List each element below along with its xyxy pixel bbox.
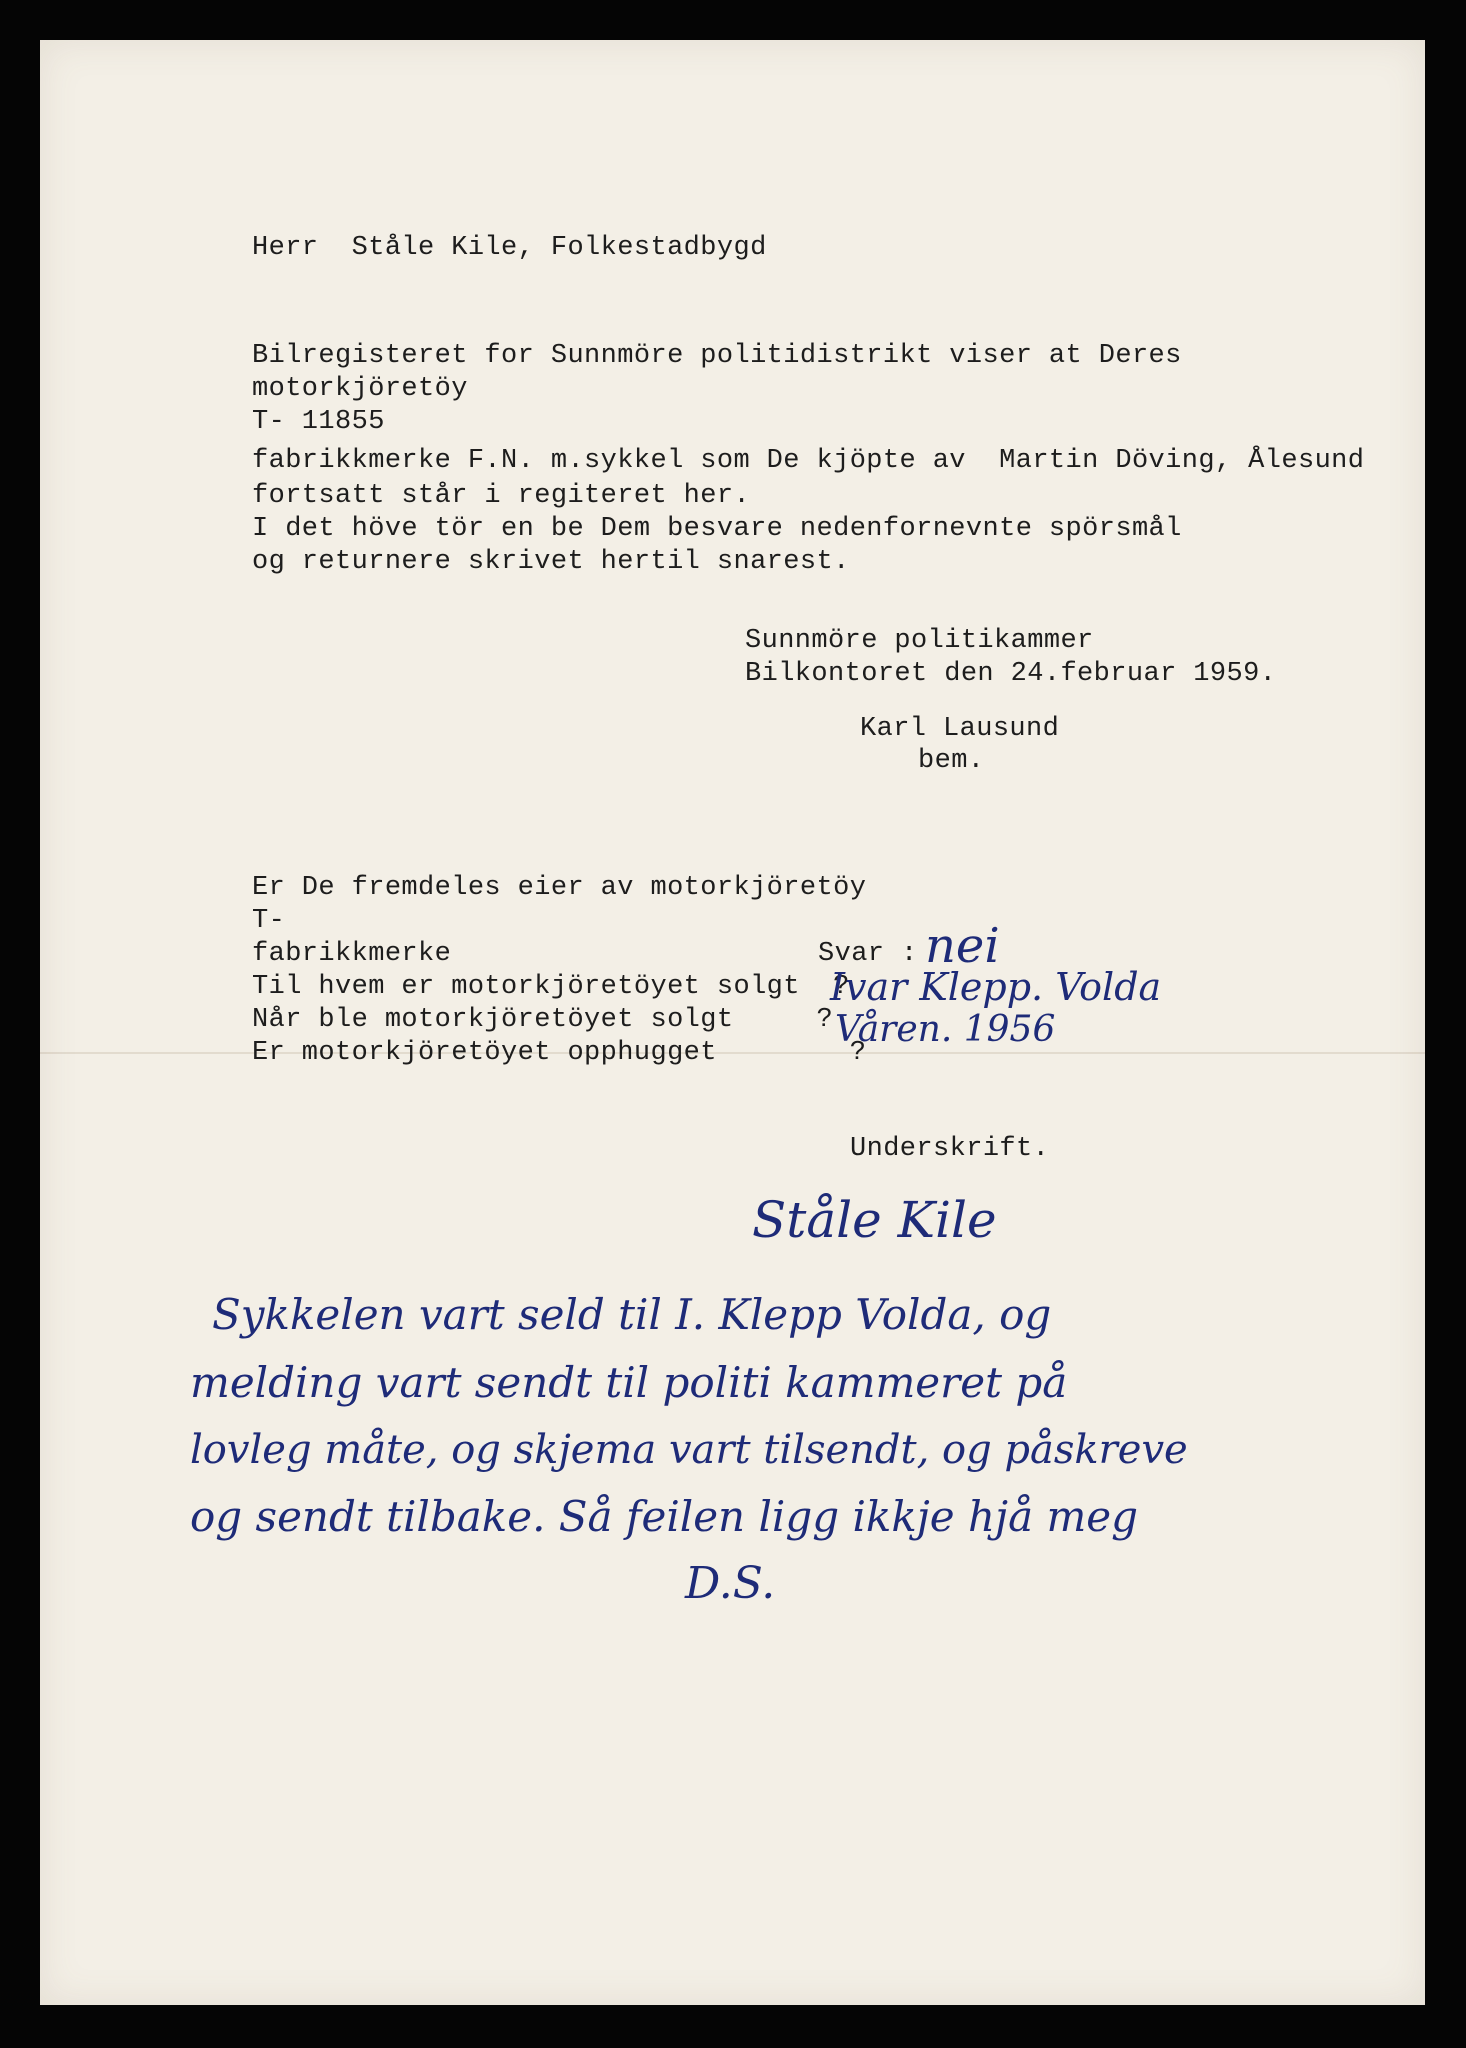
question-sold-to: Til hvem er motorkjöretöyet solgt ? bbox=[252, 972, 850, 1002]
handwritten-note-line-3: lovleg måte, og skjema vart tilsendt, og påskreve bbox=[190, 1427, 1188, 1473]
body-line-1: Bilregisteret for Sunnmöre politidistrikt viser at Deres bbox=[252, 341, 1182, 371]
handwritten-signature: Ståle Kile bbox=[752, 1191, 997, 1249]
recipient-line: Herr Ståle Kile, Folkestadbygd bbox=[252, 233, 767, 263]
handwritten-note-line-2: melding vart sendt til politi kammeret på bbox=[190, 1358, 1068, 1407]
body-line-5: fortsatt står i regiteret her. bbox=[252, 481, 751, 511]
body-line-make: fabrikkmerke F.N. m.sykkel som De kjöpte av Martin Döving, Ålesund bbox=[252, 446, 1365, 476]
handwritten-answer-owner: nei bbox=[925, 918, 1000, 974]
handwritten-note-line-1: Sykkelen vart seld til I. Klepp Volda, og bbox=[212, 1290, 1052, 1339]
registration-number: T- 11855 bbox=[252, 407, 385, 437]
signer-name: Karl Lausund bbox=[860, 714, 1060, 744]
handwritten-note-closing: D.S. bbox=[685, 1558, 776, 1609]
question-sold-when: Når ble motorkjöretöyet solgt ? bbox=[252, 1005, 834, 1035]
letter-sheet bbox=[40, 40, 1425, 2005]
handwritten-answer-sold-to: Ivar Klepp. Volda bbox=[830, 965, 1162, 1009]
handwritten-note-line-4: og sendt tilbake. Så feilen ligg ikkje hjå meg bbox=[190, 1492, 1139, 1541]
body-line-6: I det höve tör en be Dem besvare nedenfornevnte spörsmål bbox=[252, 514, 1182, 544]
question-scrapped: Er motorkjöretöyet opphugget ? bbox=[252, 1038, 867, 1068]
answer-label: Svar : bbox=[818, 939, 918, 969]
handwritten-answer-sold-when: Våren. 1956 bbox=[835, 1009, 1056, 1050]
body-line-2: motorkjöretöy bbox=[252, 374, 468, 404]
date-line: Bilkontoret den 24.februar 1959. bbox=[745, 659, 1277, 689]
signer-title: bem. bbox=[918, 746, 985, 776]
office-name: Sunnmöre politikammer bbox=[745, 626, 1094, 656]
question-registration: T- bbox=[252, 906, 286, 936]
body-line-7: og returnere skrivet hertil snarest. bbox=[252, 547, 850, 577]
question-owner: Er De fremdeles eier av motorkjöretöy bbox=[252, 873, 867, 903]
question-make: fabrikkmerke bbox=[252, 939, 452, 969]
signature-label: Underskrift. bbox=[850, 1134, 1050, 1164]
